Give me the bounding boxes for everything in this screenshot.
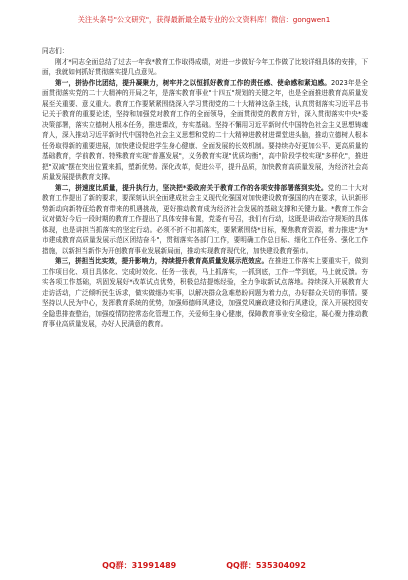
qq-group-2: QQ群：535304092	[226, 561, 306, 570]
paragraph-text: 刚才*同志全面总结了过去一年我*教育工作取得成绩，对进一步做好今年工作做了比较详细具体的安排，下面，我就如何抓好贯彻落实提几点意见。	[42, 57, 368, 76]
promo-banner: 关注头条号"公文研究"，获得最新最全最专业的公文资料库！微信：gongwen1	[77, 15, 331, 24]
section-heading: 第三，拼担当比实效，提升影响力，持续提升教育高质量发展示范效应。	[55, 257, 269, 265]
paragraph-intro	[42, 57, 368, 78]
qq-group-1: QQ群：31991489	[102, 561, 177, 570]
paragraph-text: 2023年是全面贯彻落实党的二十大精神的开局之年，是落实教育事业"十四五"规划的关键之年，也是全面推进教育高质量发展至关重要、意义重大。教育工作要紧紧围绕深入学习贯彻党的二十大精神这条主线，认真贯彻落实习近平总书记关于教育的重要论述，坚持和加强党对教育工作的全面领导，全面贯彻党的教育方针，深入贯彻落实中央*委决策部署，落实立德树人根本任务，推进课改，夯实基础。坚持不懈用习近平新时代中国特色社会主义思想铸魂育人，深入推动习近平新时代中国特色社会主义思想和党的二十大精神进教材进课堂进头脑，推动立德树人根本任务取得新的重要进展，加快建设促进学生身心健康、全面发展的长效机制。要持续办好更加公平、更高质量的基础教育，学前教育、特殊教育实现"普惠发展"，义务教育实现"优质均衡"，高中阶段学校实现"多样化"，推进把"双减"摆在突出位置来抓，塑新优势。深化改革，促进公平，提升品质，加快教育高质量发展，为经济社会高质量发展提供教育支撑。	[42, 78, 368, 181]
salutation: 同志们：	[42, 47, 69, 55]
section-heading: 第二，拼速度比质量，提升执行力，坚决把*委政府关于教育工作的各项安排部署落到实处。	[55, 183, 328, 192]
paragraph-text: 在推进工作落实上要重实干，做到工作项目化、项目具体化、完成时效化、任务一张表，马上抓落实，一抓到底，工作一竿到底，马上就反馈。夯实各项工作基础，巩固发展好*改革试点优势，积极总结提炼经验，全力争取新试点落地。持续深入开展教育大走访活动，广泛倾听民生诉求，做实做细办实事，以解决群众急难愁盼问题为着力点，办好群众关切的事情。要坚持以人民为中心，发挥教育系统的优势，加强师德师风建设，加强党风廉政建设和行风建设，深入开展校园安全隐患排查整治，加强疫情防控常态化管理工作，关爱师生身心健康，保障教育事业安全稳定，凝心聚力推动教育事业高质量发展，办好人民满意的教育。	[42, 257, 368, 328]
section-heading: 第一，拼协作比团结，提升凝聚力，树牢并之以恒抓好教育工作的责任感、使命感和紧迫感。	[55, 78, 332, 87]
document-body	[42, 46, 368, 554]
paragraph-section-3	[42, 256, 368, 330]
paragraph-text: 党的二十大对教育工作提出了新的要求，要深刻认识全面建成社会主义现代化强国对加快建设教育强国的内在要求，认识新形势新动向新特征给教育带来的机遇挑战，更好推动教育成为经济社会发展的基础支撑和关键力量。*教育工作会议对做好今后一段时期的教育工作提出了具体安排布置，党委有号召，我们有行动，这既是讲政治守规矩的具体体现，也是讲担当抓落实的坚定行动。必须不折不扣抓落实，要紧紧围绕*目标，聚焦教育资源，着力推进"为*市建成教育高质量发展示范区团结奋斗"，贯彻落实各部门工作，要明确工作总目标、细化工作任务、强化工作措施，以新担当新作为开创教育事业发展新局面，推动实现教育现代化，加快建设教育强市。	[42, 183, 368, 255]
paragraph-section-1	[42, 78, 368, 183]
paragraph-section-2	[42, 183, 368, 257]
footer-contact	[0, 557, 408, 575]
